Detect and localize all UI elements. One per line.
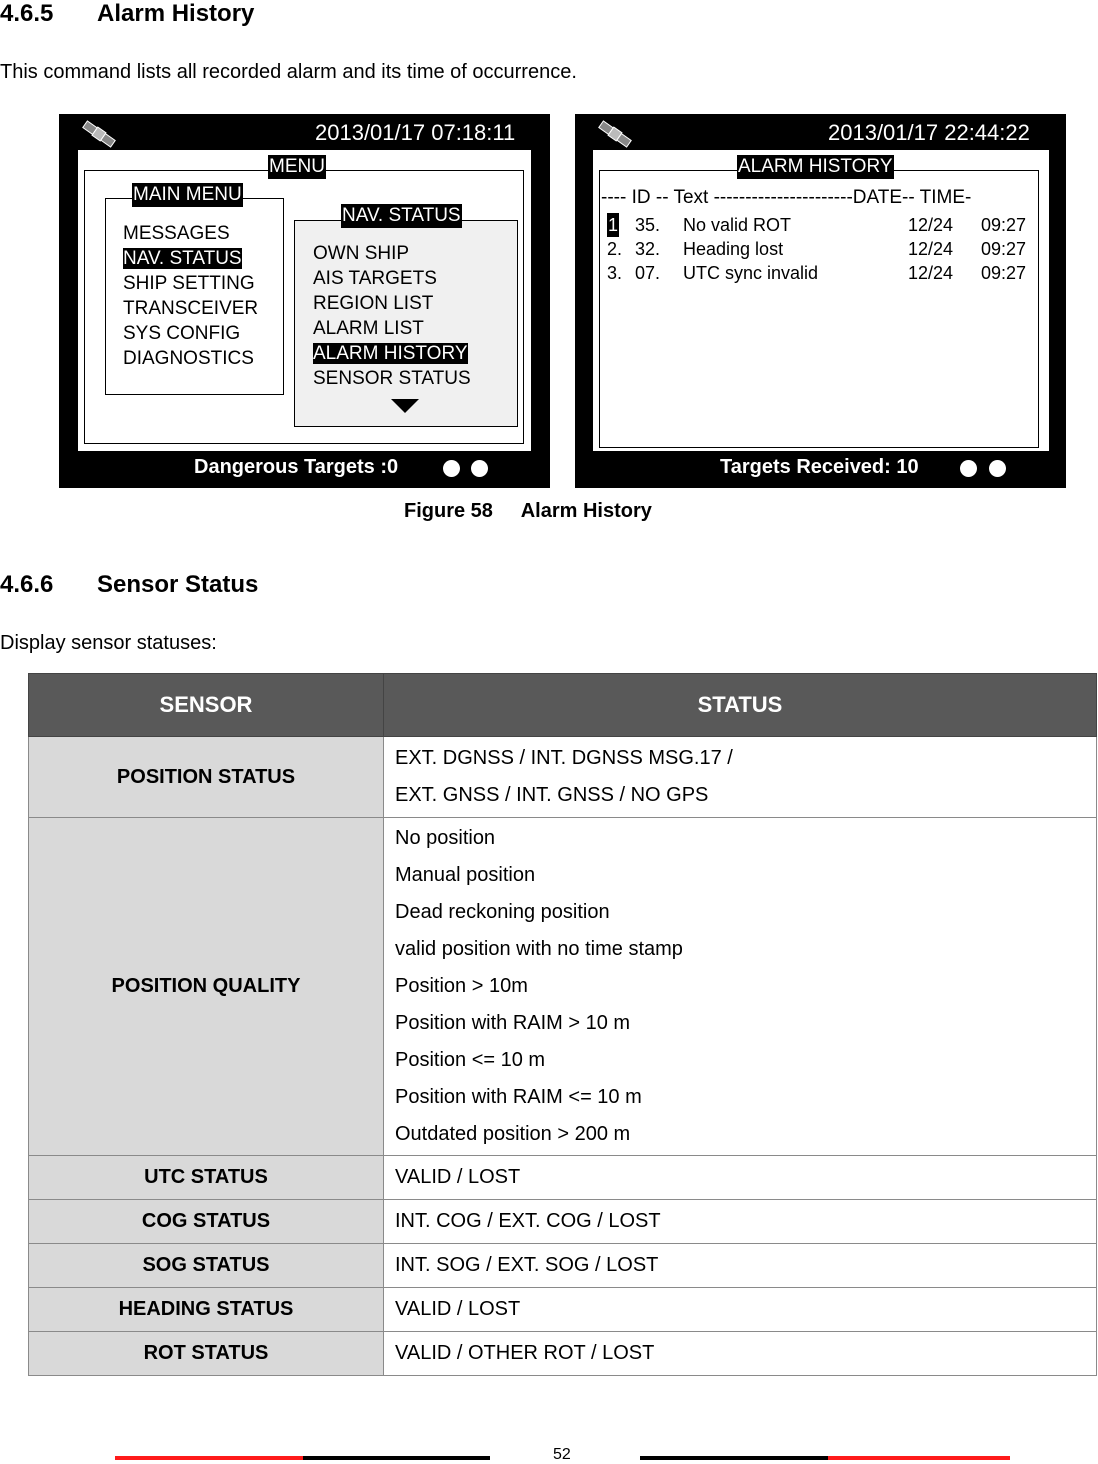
- sensor-status: No position Manual position Dead reckoning position valid position with no time stamp Position > 10m Position with RAIM > 10 m Position <= 10 m Position with RAIM <= 10 m Outdated position > 200 m: [384, 818, 1097, 1156]
- nav-status-title: NAV. STATUS: [342, 205, 461, 226]
- sensor-name: ROT STATUS: [29, 1332, 384, 1376]
- table-row: [29, 1200, 1097, 1244]
- main-menu-item[interactable]: TRANSCEIVER: [123, 298, 259, 319]
- satellite-icon: [595, 118, 635, 150]
- sensor-name: UTC STATUS: [29, 1156, 384, 1200]
- header-status: STATUS: [384, 674, 1097, 737]
- alarm-index: 1: [608, 215, 619, 235]
- footer-bar-black-left: [303, 1456, 490, 1460]
- sensor-status: VALID / OTHER ROT / LOST: [384, 1332, 1097, 1376]
- screen-content: [78, 150, 531, 451]
- table-header-row: [29, 674, 1097, 737]
- footer-bar-red-left: [115, 1456, 303, 1460]
- sensor-name: POSITION STATUS: [29, 737, 384, 818]
- menu-title: MENU: [269, 156, 325, 177]
- sensor-name: POSITION QUALITY: [29, 818, 384, 1156]
- page-number: 52: [553, 1446, 571, 1463]
- table-row: [29, 1244, 1097, 1288]
- sensor-name: SOG STATUS: [29, 1244, 384, 1288]
- figure-caption: Figure 58 Alarm History: [404, 500, 652, 522]
- footer-bar-red-right: [828, 1456, 1010, 1460]
- main-menu-item[interactable]: DIAGNOSTICS: [123, 348, 254, 369]
- header-sensor: SENSOR: [29, 674, 384, 737]
- table-row: [29, 1156, 1097, 1200]
- menu-screen: [59, 114, 550, 488]
- nav-status-item[interactable]: SENSOR STATUS: [313, 368, 471, 389]
- alarm-history-screen: [575, 114, 1066, 488]
- alarm-history-header: ---- ID -- Text ----------------------DATE-- TIME-: [601, 187, 972, 208]
- satellite-icon: [79, 118, 119, 150]
- sensor-status: EXT. DGNSS / INT. DGNSS MSG.17 / EXT. GNSS / INT. GNSS / NO GPS: [384, 737, 1097, 818]
- nav-status-list: [313, 241, 471, 391]
- sensor-status-table: [28, 673, 1097, 1376]
- section-465-intro: This command lists all recorded alarm and its time of occurrence.: [0, 61, 577, 83]
- main-menu-item-selected[interactable]: NAV. STATUS: [123, 248, 242, 269]
- table-row: [29, 1288, 1097, 1332]
- sensor-status: INT. SOG / EXT. SOG / LOST: [384, 1244, 1097, 1288]
- datetime: 2013/01/17 07:18:11: [315, 120, 516, 145]
- status-dot-icon: [989, 460, 1006, 477]
- status-dot-icon: [443, 460, 460, 477]
- main-menu-item[interactable]: MESSAGES: [123, 223, 230, 244]
- sensor-status: VALID / LOST: [384, 1288, 1097, 1332]
- section-466-intro: Display sensor statuses:: [0, 632, 217, 654]
- main-menu-item[interactable]: SHIP SETTING: [123, 273, 255, 294]
- alarm-row[interactable]: 3. 07. UTC sync invalid 12/24 09:27: [607, 263, 1027, 283]
- alarm-row[interactable]: 2. 32. Heading lost 12/24 09:27: [607, 239, 1027, 259]
- sensor-status: INT. COG / EXT. COG / LOST: [384, 1200, 1097, 1244]
- sensor-status: VALID / LOST: [384, 1156, 1097, 1200]
- nav-status-item[interactable]: REGION LIST: [313, 293, 434, 314]
- screen-content: [593, 150, 1049, 451]
- status-dot-icon: [471, 460, 488, 477]
- sensor-name: HEADING STATUS: [29, 1288, 384, 1332]
- nav-status-item[interactable]: OWN SHIP: [313, 243, 410, 264]
- nav-status-item[interactable]: AIS TARGETS: [313, 268, 437, 289]
- sensor-name: COG STATUS: [29, 1200, 384, 1244]
- status-dot-icon: [960, 460, 977, 477]
- main-menu-item[interactable]: SYS CONFIG: [123, 323, 241, 344]
- section-heading-466: 4.6.6 Sensor Status: [0, 571, 259, 598]
- nav-status-item[interactable]: ALARM LIST: [313, 318, 424, 339]
- main-menu-list: [123, 221, 258, 371]
- footer-bar-black-right: [640, 1456, 828, 1460]
- alarm-index: 3.: [607, 263, 623, 283]
- nav-status-item-selected[interactable]: ALARM HISTORY: [313, 343, 468, 364]
- section-heading-465: 4.6.5 Alarm History: [0, 0, 255, 27]
- table-row: [29, 818, 1097, 1156]
- alarm-row[interactable]: 1 35. No valid ROT 12/24 09:27: [608, 215, 1027, 235]
- table-row: [29, 737, 1097, 818]
- alarm-index: 2.: [607, 239, 623, 259]
- scroll-down-icon[interactable]: [391, 399, 419, 413]
- table-row: [29, 1332, 1097, 1376]
- alarm-history-frame: [599, 170, 1039, 448]
- datetime: 2013/01/17 22:44:22: [828, 120, 1030, 145]
- alarm-history-title: ALARM HISTORY: [738, 156, 893, 177]
- targets-received: Targets Received: 10: [720, 456, 919, 478]
- dangerous-targets: Dangerous Targets :0: [194, 456, 399, 478]
- main-menu-title: MAIN MENU: [133, 184, 242, 205]
